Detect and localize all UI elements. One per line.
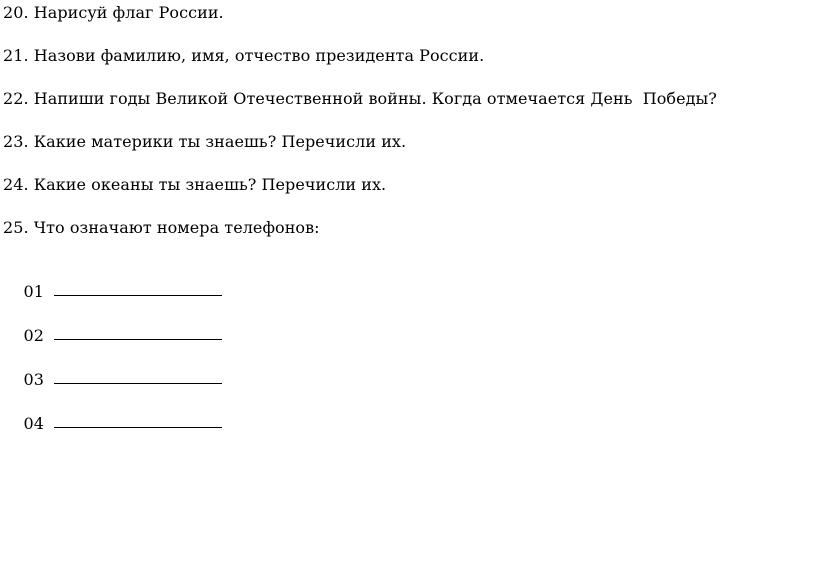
answer-blank-line — [54, 382, 222, 384]
question-25: 25. Что означают номера телефонов: — [3, 218, 320, 237]
answer-blank-line — [54, 294, 222, 296]
phone-code-label: 03 — [23, 370, 45, 389]
phone-code-label: 02 — [23, 326, 45, 345]
answer-blank-line — [54, 426, 222, 428]
answer-blank-line — [54, 338, 222, 340]
question-22: 22. Напиши годы Великой Отечественной войны. Когда отмечается День Победы? — [3, 89, 717, 108]
phone-code-row — [3, 394, 222, 454]
question-24: 24. Какие океаны ты знаешь? Перечисли их. — [3, 175, 387, 194]
question-21: 21. Назови фамилию, имя, отчество президента России. — [3, 46, 485, 65]
question-23: 23. Какие материки ты знаешь? Перечисли их. — [3, 132, 407, 151]
phone-code-label: 04 — [23, 414, 45, 433]
question-20: 20. Нарисуй флаг России. — [3, 3, 224, 22]
phone-code-label: 01 — [23, 282, 45, 301]
